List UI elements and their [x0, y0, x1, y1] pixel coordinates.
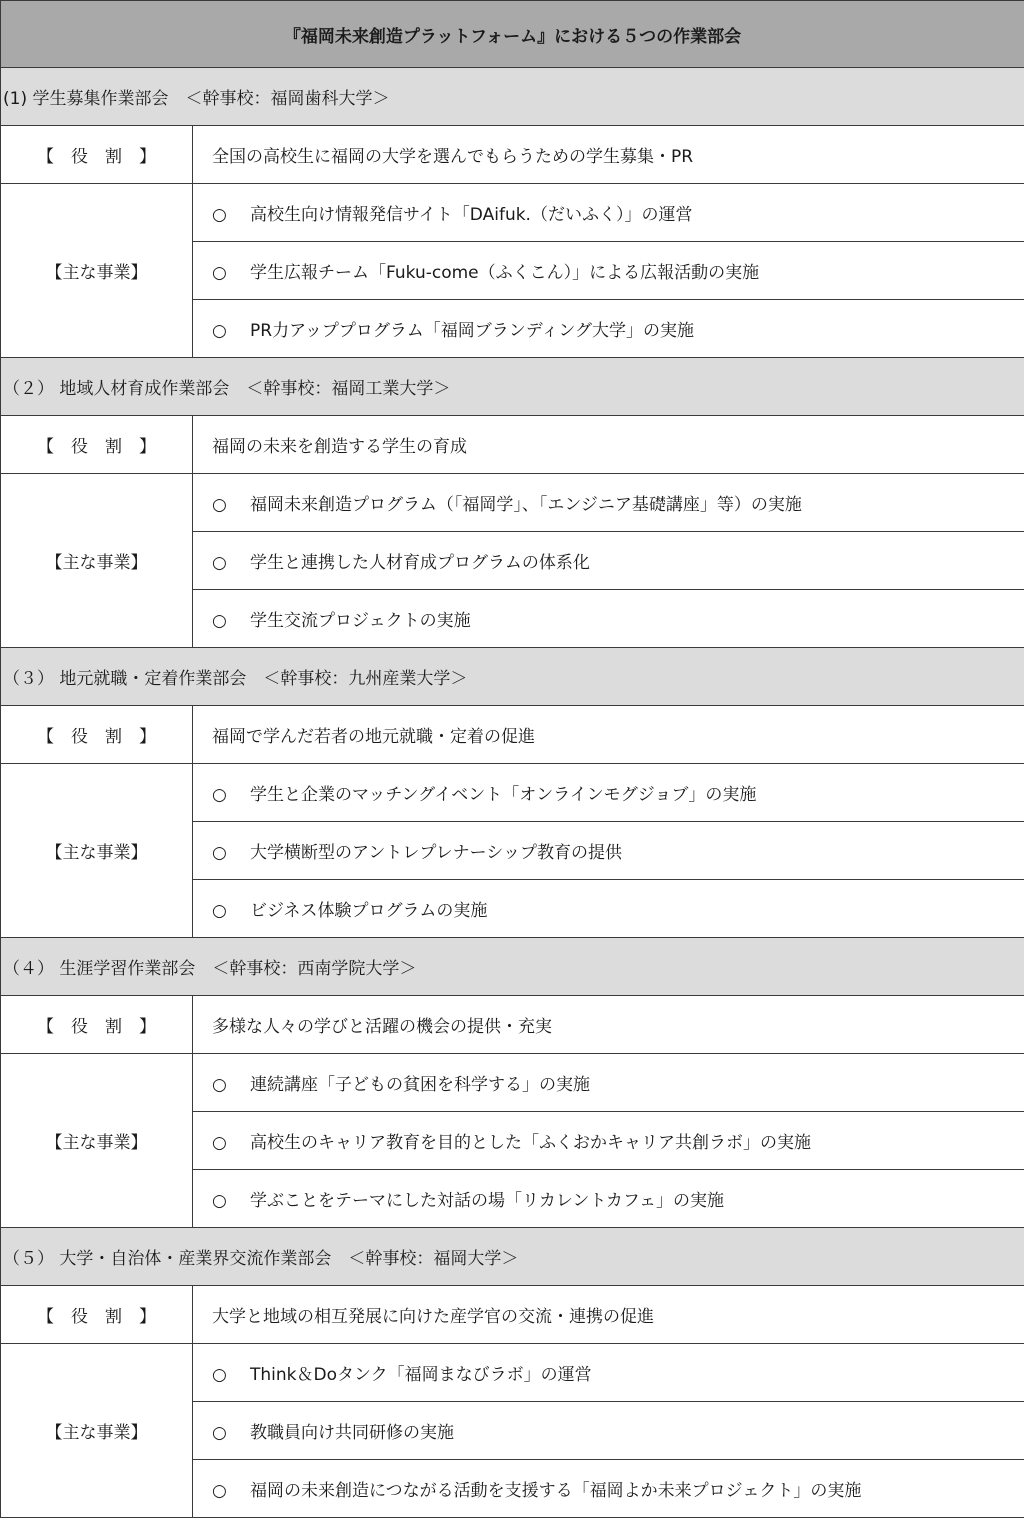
role-text: 全国の高校生に福岡の大学を選んでもらうための学生募集・PR [193, 126, 1024, 184]
business-item [193, 474, 1024, 532]
circle-bullet-icon: ○ [212, 1191, 227, 1211]
circle-bullet-icon: ○ [212, 495, 227, 515]
section-heading: （４） 生涯学習作業部会 ＜幹事校：西南学院大学＞ [1, 938, 1024, 996]
section-heading: （３） 地元就職・定着作業部会 ＜幹事校：九州産業大学＞ [1, 648, 1024, 706]
business-item-text: 学生交流プロジェクトの実施 [250, 611, 471, 631]
section-heading-row [1, 68, 1024, 126]
business-item-text: 福岡未来創造プログラム（「福岡学」、「エンジニア基礎講座」等）の実施 [250, 495, 802, 515]
role-text: 福岡で学んだ若者の地元就職・定着の促進 [193, 706, 1024, 764]
circle-bullet-icon: ○ [212, 1481, 227, 1501]
business-label: 【主な事業】 [1, 184, 193, 358]
business-item-text: 学生広報チーム「Fuku-come（ふくこん）」による広報活動の実施 [250, 263, 760, 283]
business-item-row [1, 184, 1024, 242]
role-row [1, 706, 1024, 764]
business-item [193, 764, 1024, 822]
circle-bullet-icon: ○ [212, 553, 227, 573]
business-item-text: 福岡の未来創造につながる活動を支援する「福岡よか未来プロジェクト」の実施 [250, 1481, 862, 1501]
section-heading-row [1, 1228, 1024, 1286]
business-item [193, 1112, 1024, 1170]
table-title: 『福岡未来創造プラットフォーム』における５つの作業部会 [1, 1, 1024, 68]
business-item-text: ビジネス体験プログラムの実施 [250, 901, 488, 921]
role-row [1, 126, 1024, 184]
circle-bullet-icon: ○ [212, 1423, 227, 1443]
business-item [193, 590, 1024, 648]
section-heading: （２） 地域人材育成作業部会 ＜幹事校：福岡工業大学＞ [1, 358, 1024, 416]
title-row [1, 1, 1024, 68]
business-item [193, 184, 1024, 242]
circle-bullet-icon: ○ [212, 843, 227, 863]
business-item-text: PR力アッププログラム「福岡ブランディング大学」の実施 [250, 321, 695, 341]
table-body [1, 1, 1024, 1518]
business-label: 【主な事業】 [1, 1054, 193, 1228]
business-item-text: 学ぶことをテーマにした対話の場「リカレントカフェ」の実施 [250, 1191, 725, 1211]
role-row [1, 416, 1024, 474]
role-row [1, 996, 1024, 1054]
business-item-text: 学生と企業のマッチングイベント「オンラインモグジョブ」の実施 [250, 785, 757, 805]
business-item-text: 連続講座「子どもの貧困を科学する」の実施 [250, 1075, 590, 1095]
business-label: 【主な事業】 [1, 1344, 193, 1518]
section-heading: (1) 学生募集作業部会 ＜幹事校：福岡歯科大学＞ [1, 68, 1024, 126]
business-item-text: 高校生向け情報発信サイト「DAifuk.（だいふく）」の運営 [250, 205, 693, 225]
role-label: 【 役 割 】 [1, 996, 193, 1054]
business-item-row [1, 764, 1024, 822]
business-item [193, 242, 1024, 300]
business-item-text: 高校生のキャリア教育を目的とした「ふくおかキャリア共創ラボ」の実施 [250, 1133, 811, 1153]
business-item-row [1, 474, 1024, 532]
circle-bullet-icon: ○ [212, 205, 227, 225]
business-item [193, 1170, 1024, 1228]
role-label: 【 役 割 】 [1, 126, 193, 184]
role-text: 大学と地域の相互発展に向けた産学官の交流・連携の促進 [193, 1286, 1024, 1344]
role-label: 【 役 割 】 [1, 706, 193, 764]
circle-bullet-icon: ○ [212, 611, 227, 631]
section-heading-row [1, 648, 1024, 706]
section-heading-row [1, 358, 1024, 416]
business-item [193, 1460, 1024, 1518]
section-heading: （５） 大学・自治体・産業界交流作業部会 ＜幹事校：福岡大学＞ [1, 1228, 1024, 1286]
business-item-row [1, 1054, 1024, 1112]
business-item [193, 880, 1024, 938]
circle-bullet-icon: ○ [212, 1133, 227, 1153]
business-label: 【主な事業】 [1, 474, 193, 648]
role-text: 福岡の未来を創造する学生の育成 [193, 416, 1024, 474]
business-item-text: 大学横断型のアントレプレナーシップ教育の提供 [250, 843, 622, 863]
section-heading-row [1, 938, 1024, 996]
business-item-text: 学生と連携した人材育成プログラムの体系化 [250, 553, 590, 573]
business-item [193, 532, 1024, 590]
circle-bullet-icon: ○ [212, 1365, 227, 1385]
business-label: 【主な事業】 [1, 764, 193, 938]
role-row [1, 1286, 1024, 1344]
business-item-text: Think＆Doタンク「福岡まなびラボ」の運営 [250, 1365, 592, 1385]
business-item [193, 1402, 1024, 1460]
role-label: 【 役 割 】 [1, 416, 193, 474]
circle-bullet-icon: ○ [212, 321, 227, 341]
circle-bullet-icon: ○ [212, 1075, 227, 1095]
business-item [193, 1054, 1024, 1112]
circle-bullet-icon: ○ [212, 263, 227, 283]
circle-bullet-icon: ○ [212, 901, 227, 921]
circle-bullet-icon: ○ [212, 785, 227, 805]
business-item [193, 822, 1024, 880]
business-item-text: 教職員向け共同研修の実施 [250, 1423, 454, 1443]
role-label: 【 役 割 】 [1, 1286, 193, 1344]
business-item [193, 1344, 1024, 1402]
business-item-row [1, 1344, 1024, 1402]
business-item [193, 300, 1024, 358]
role-text: 多様な人々の学びと活躍の機会の提供・充実 [193, 996, 1024, 1054]
